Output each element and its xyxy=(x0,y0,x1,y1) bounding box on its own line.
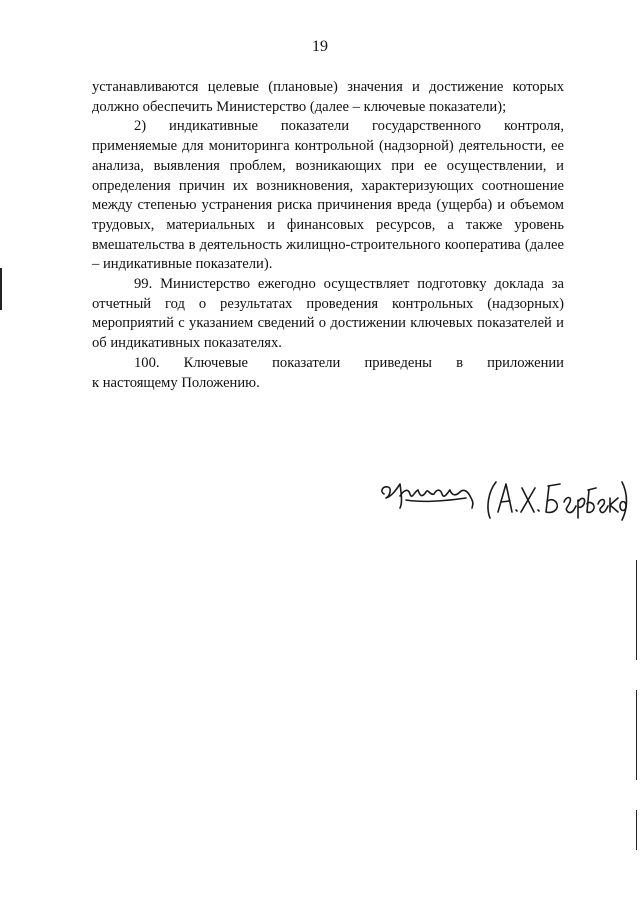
paragraph-continuation: устанавливаются целевые (плановые) значения и достижение которых должно обеспечить Министерство (далее – ключевые показатели); xyxy=(92,79,564,115)
signature-letter xyxy=(521,488,535,512)
signature-letter xyxy=(546,484,560,512)
page-number: 19 xyxy=(312,38,328,55)
signature-letter xyxy=(498,484,512,512)
scan-edge-mark xyxy=(636,560,637,660)
paragraph-item-100-line1: 100. Ключевые показатели приведены в приложении xyxy=(134,354,564,371)
signature-letter xyxy=(610,498,618,512)
paragraph-item-2: 2) индикативные показатели государственного контроля, применяемые для мониторинга контрольной (надзорной) деятельности, ее анализа, выявления проблем, возникающих при ее осуществлении, и определения причин их возникновения, характеризующих соотношение между степенью устранения риска причинения вреда (ущерба) и объемом трудовых, материальных и финансовых ресурсов, а также уровень вмешательства в деятельность жилищно-строительного кооператива (далее – индикативные показатели). xyxy=(92,118,564,273)
signature-letter xyxy=(564,498,576,513)
scan-edge-mark xyxy=(0,268,2,310)
scan-edge-mark xyxy=(636,810,637,850)
paragraph-item-100-line2: к настоящему Положению. xyxy=(92,374,260,391)
document-body xyxy=(92,78,564,393)
signature-stroke xyxy=(382,484,402,508)
signature-letter xyxy=(598,500,608,513)
signature-stroke xyxy=(406,498,466,501)
signature-dot xyxy=(538,510,539,511)
scan-edge-mark xyxy=(636,690,637,780)
signature-dot xyxy=(516,510,517,511)
handwritten-signature xyxy=(378,474,628,524)
signature-letter xyxy=(578,498,585,518)
paragraph-item-99: 99. Министерство ежегодно осуществляет подготовку доклада за отчетный год о результатах проведения контрольных (надзорных) мероприятий с указанием сведений о достижении ключевых показателей и об индикативных показателях. xyxy=(92,276,564,352)
signature-bracket xyxy=(488,482,496,518)
signature-letter xyxy=(587,488,596,512)
